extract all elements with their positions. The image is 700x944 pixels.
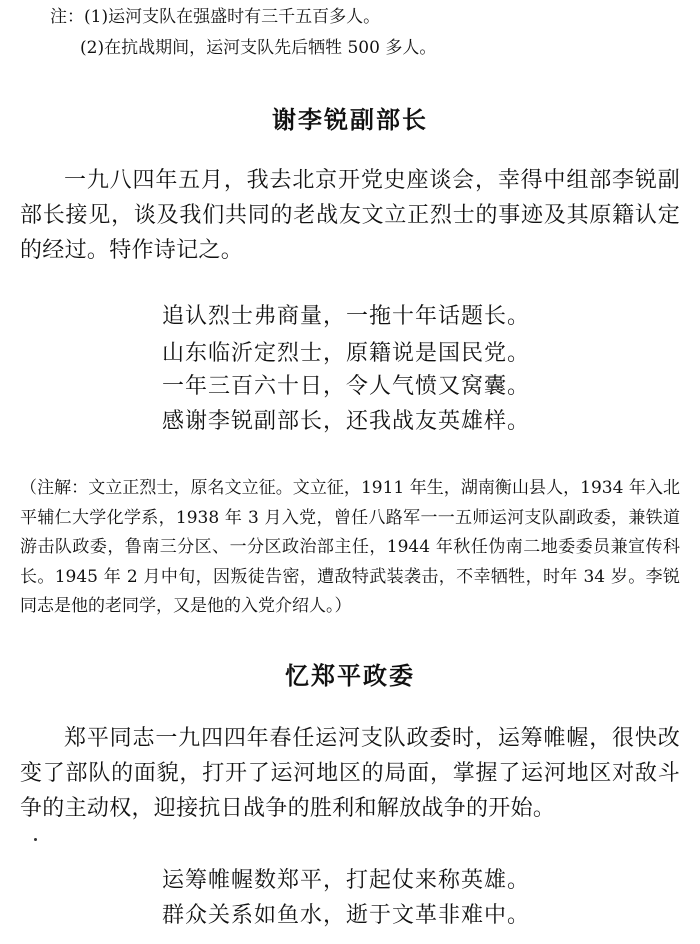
poem-2-line-1: 运筹帷幄数郑平，打起仗来称英雄。 (162, 868, 531, 893)
section-title-2: 忆郑平政委 (285, 662, 415, 690)
section-2-intro: 郑平同志一九四四年春任运河支队政委时，运筹帷幄，很快改变了部队的面貌，打开了运河地区的局面，掌握了运河地区对敌斗争的主动权，迎接抗日战争的胜利和解放战争的开始。 (20, 726, 680, 821)
top-note-2: (2)在抗战期间，运河支队先后牺牲 500 多人。 (80, 38, 437, 58)
scan-speck (34, 838, 37, 841)
poem-2-line-2: 群众关系如鱼水，逝于文革非难中。 (162, 903, 531, 928)
top-note-1: 注：(1)运河支队在强盛时有三千五百多人。 (50, 7, 381, 27)
poem-1-line-3: 一年三百六十日，令人气愤又窝囊。 (162, 374, 531, 399)
section-title-1: 谢李锐副部长 (272, 106, 428, 134)
poem-1-line-2: 山东临沂定烈士，原籍说是国民党。 (162, 341, 531, 366)
section-1-annotation: （注解：文立正烈士，原名文立征。文立征，1911 年生，湖南衡山县人，1934 年入北平辅仁大学化学系，1938 年 3 月入党，曾任八路军一一五师运河支队副政委，兼铁道游击队政委，鲁南三分区、一分区政治部主任，1944 年秋任伪南二地委委员兼宣传科长。1945 年 2 月中旬，因叛徒告密，遭敌特武装袭击，不幸牺牲，时年 34 岁。李锐同志是他的老同学，又是他的入党介绍人。） (20, 478, 680, 616)
poem-1-line-1: 追认烈士弗商量，一拖十年话题长。 (162, 304, 531, 329)
poem-1-line-4: 感谢李锐副部长，还我战友英雄样。 (162, 409, 531, 434)
section-1-intro: 一九八四年五月，我去北京开党史座谈会，幸得中组部李锐副部长接见，谈及我们共同的老战友文立正烈士的事迹及其原籍认定的经过。特作诗记之。 (20, 168, 680, 263)
